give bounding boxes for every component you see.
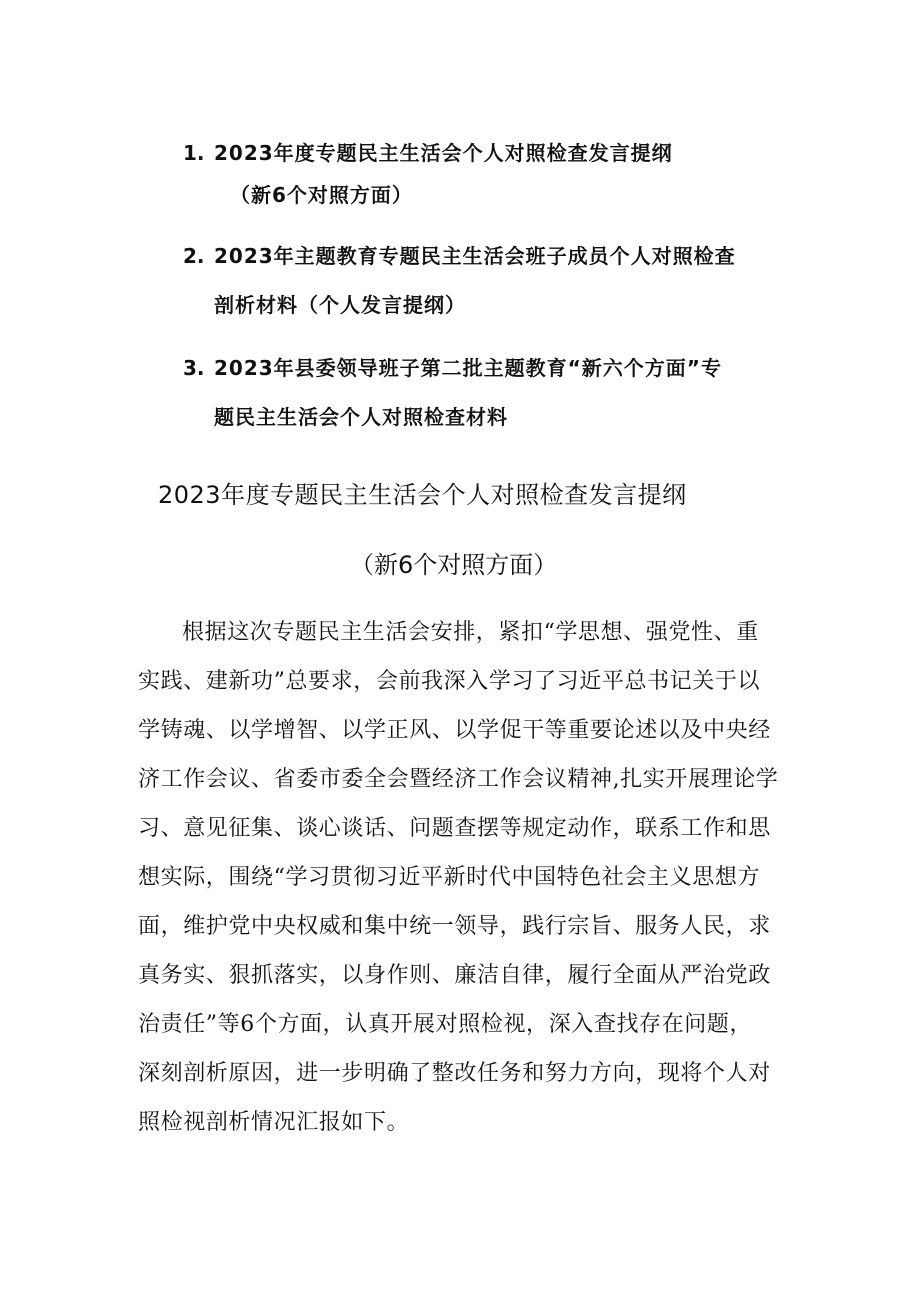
toc-item-title-line1: 2023年县委领导班子第二批主题教育“新六个方面”专 [214, 356, 722, 380]
paragraph-line: 济工作会议、省委市委全会暨经济工作会议精神,扎实开展理论学 [138, 767, 779, 792]
toc-item-number: 2. [183, 244, 205, 268]
paragraph-line: 面，维护党中央权威和集中统一领导，践行宗旨、服务人民，求 [138, 914, 771, 939]
paragraph-line: 习、意见征集、谈心谈话、问题查摆等规定动作，联系工作和思 [138, 816, 771, 841]
document-subtitle: （新6个对照方面） [350, 551, 558, 579]
toc-item-number: 1. [183, 141, 205, 165]
paragraph-line: 实践、建新功”总要求，会前我深入学习了习近平总书记关于以 [138, 669, 761, 694]
toc-item-number: 3. [183, 356, 205, 380]
paragraph-line: 深刻剖析原因，进一步明确了整改任务和努力方向，现将个人对 [138, 1061, 771, 1086]
toc-item-title-line2: 剖析材料（个人发言提纲） [214, 293, 466, 317]
paragraph-line: 治责任”等6个方面，认真开展对照检视，深入查找存在问题， [138, 1012, 753, 1037]
paragraph-line: 照检视剖析情况汇报如下。 [138, 1110, 410, 1135]
paragraph-line: 学铸魂、以学增智、以学正风、以学促干等重要论述以及中央经 [138, 718, 771, 743]
toc-item-title-line2: （新6个对照方面） [230, 183, 413, 207]
toc-item-title-line2: 题民主生活会个人对照检查材料 [214, 405, 508, 429]
toc-item-title-line1: 2023年度专题民主生活会个人对照检查发言提纲 [214, 141, 673, 165]
toc-item-title-line1: 2023年主题教育专题民主生活会班子成员个人对照检查 [214, 244, 736, 268]
document-title: 2023年度专题民主生活会个人对照检查发言提纲 [158, 481, 687, 509]
paragraph-line: 真务实、狠抓落实，以身作则、廉洁自律，履行全面从严治党政 [138, 963, 771, 988]
paragraph-line: 根据这次专题民主生活会安排，紧扣“学思想、强党性、重 [182, 620, 759, 645]
paragraph-line: 想实际，围绕“学习贯彻习近平新时代中国特色社会主义思想方 [138, 865, 761, 890]
